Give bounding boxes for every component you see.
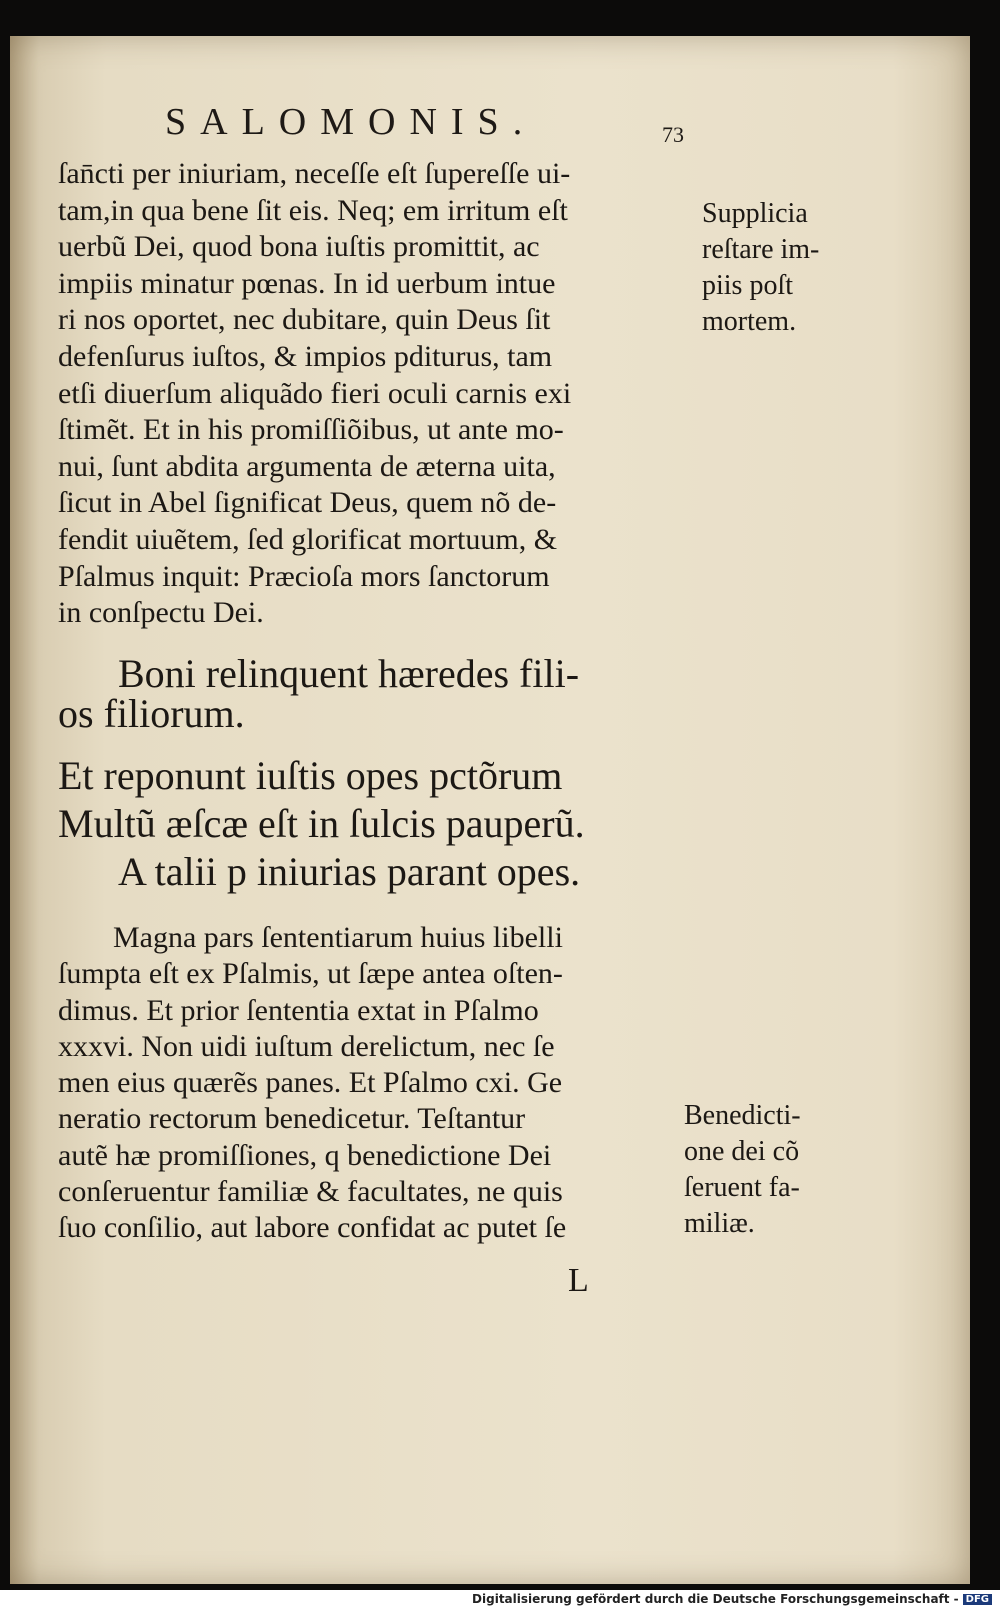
- verse-line: A talii p iniurias parant opes.: [118, 849, 581, 894]
- margin-note-benedictione: [684, 1098, 844, 1242]
- text-line: dimus. Et prior ſententia extat in Pſalmo: [58, 993, 539, 1027]
- text-line: in conſpectu Dei.: [58, 596, 264, 630]
- margin-note-line: Benedicti-: [684, 1100, 801, 1131]
- footer-credit: [472, 1592, 992, 1606]
- signature-mark: L: [568, 1262, 589, 1299]
- verse-line: Et reponunt iuſtis opes pctõrum: [58, 753, 563, 798]
- verse-line: Boni relinquent hæredes fili-: [118, 651, 580, 696]
- text-line: Magna pars ſententiarum huius libelli: [113, 921, 563, 954]
- text-line: conſeruentur familiæ & facultates, ne quis: [58, 1175, 563, 1209]
- page-number: 73: [662, 122, 684, 147]
- text-line: tam,in qua bene ſit eis. Neq; em irritum eſt: [58, 193, 568, 227]
- verse-line: os filiorum.: [58, 691, 245, 736]
- text-line: Pſalmus inquit: Præcioſa mors ſanctorum: [58, 559, 550, 593]
- running-header: SALOMONIS.: [165, 101, 537, 143]
- footer-credit-text: Digitalisierung gefördert durch die Deutsche Forschungsgemeinschaft -: [472, 1592, 959, 1606]
- text-line: ſicut in Abel ſignificat Deus, quem nõ de-: [58, 486, 557, 520]
- text-line: etſi diuerſum aliquãdo fieri oculi carnis exi: [58, 376, 572, 410]
- text-line: men eius quærẽs panes. Et Pſalmo cxi. Ge: [58, 1066, 563, 1100]
- text-line: ſan̄cti per iniuriam, neceſſe eſt ſupereſſe ui-: [58, 157, 571, 190]
- text-line: xxxvi. Non uidi iuſtum derelictum, nec ſe: [58, 1029, 555, 1063]
- text-line: autẽ hæ promiſſiones, q benedictione Dei: [58, 1138, 552, 1172]
- margin-note-line: miliæ.: [684, 1208, 755, 1239]
- body-paragraph-2: [58, 920, 678, 1247]
- body-paragraph-1: [58, 156, 678, 632]
- margin-note-line: one dei cõ: [684, 1136, 800, 1167]
- text-line: fendit uiuẽtem, ſed glorificat mortuum, &: [58, 522, 558, 556]
- text-line: defenſurus iuſtos, & impios pditurus, tam: [58, 339, 553, 373]
- margin-note-supplicia: [702, 196, 862, 340]
- margin-note-line: Supplicia: [702, 198, 808, 229]
- text-line: ri nos oportet, nec dubitare, quin Deus ſit: [58, 303, 551, 337]
- dfg-logo-icon: DFG: [963, 1594, 992, 1605]
- text-line: impiis minatur pœnas. In id uerbum intue: [58, 266, 556, 300]
- text-line: neratio rectorum benedicetur. Teſtantur: [58, 1102, 526, 1136]
- text-line: ſtimẽt. Et in his promiſſiõibus, ut ante mo-: [58, 413, 564, 447]
- verse-line: Multũ æſcæ eſt in ſulcis pauperũ.: [58, 801, 585, 846]
- text-line: uerbũ Dei, quod bona iuſtis promittit, ac: [58, 230, 540, 264]
- margin-note-line: piis poſt: [702, 270, 794, 301]
- margin-note-line: ſeruent fa-: [684, 1172, 800, 1203]
- text-line: ſumpta eſt ex Pſalmis, ut ſæpe antea oſten-: [58, 957, 563, 991]
- margin-note-line: mortem.: [702, 306, 797, 337]
- margin-note-line: reſtare im-: [702, 234, 820, 265]
- text-line: nui, ſunt abdita argumenta de æterna uita,: [58, 449, 556, 483]
- text-line: ſuo conſilio, aut labore confidat ac putet ſe: [58, 1211, 567, 1245]
